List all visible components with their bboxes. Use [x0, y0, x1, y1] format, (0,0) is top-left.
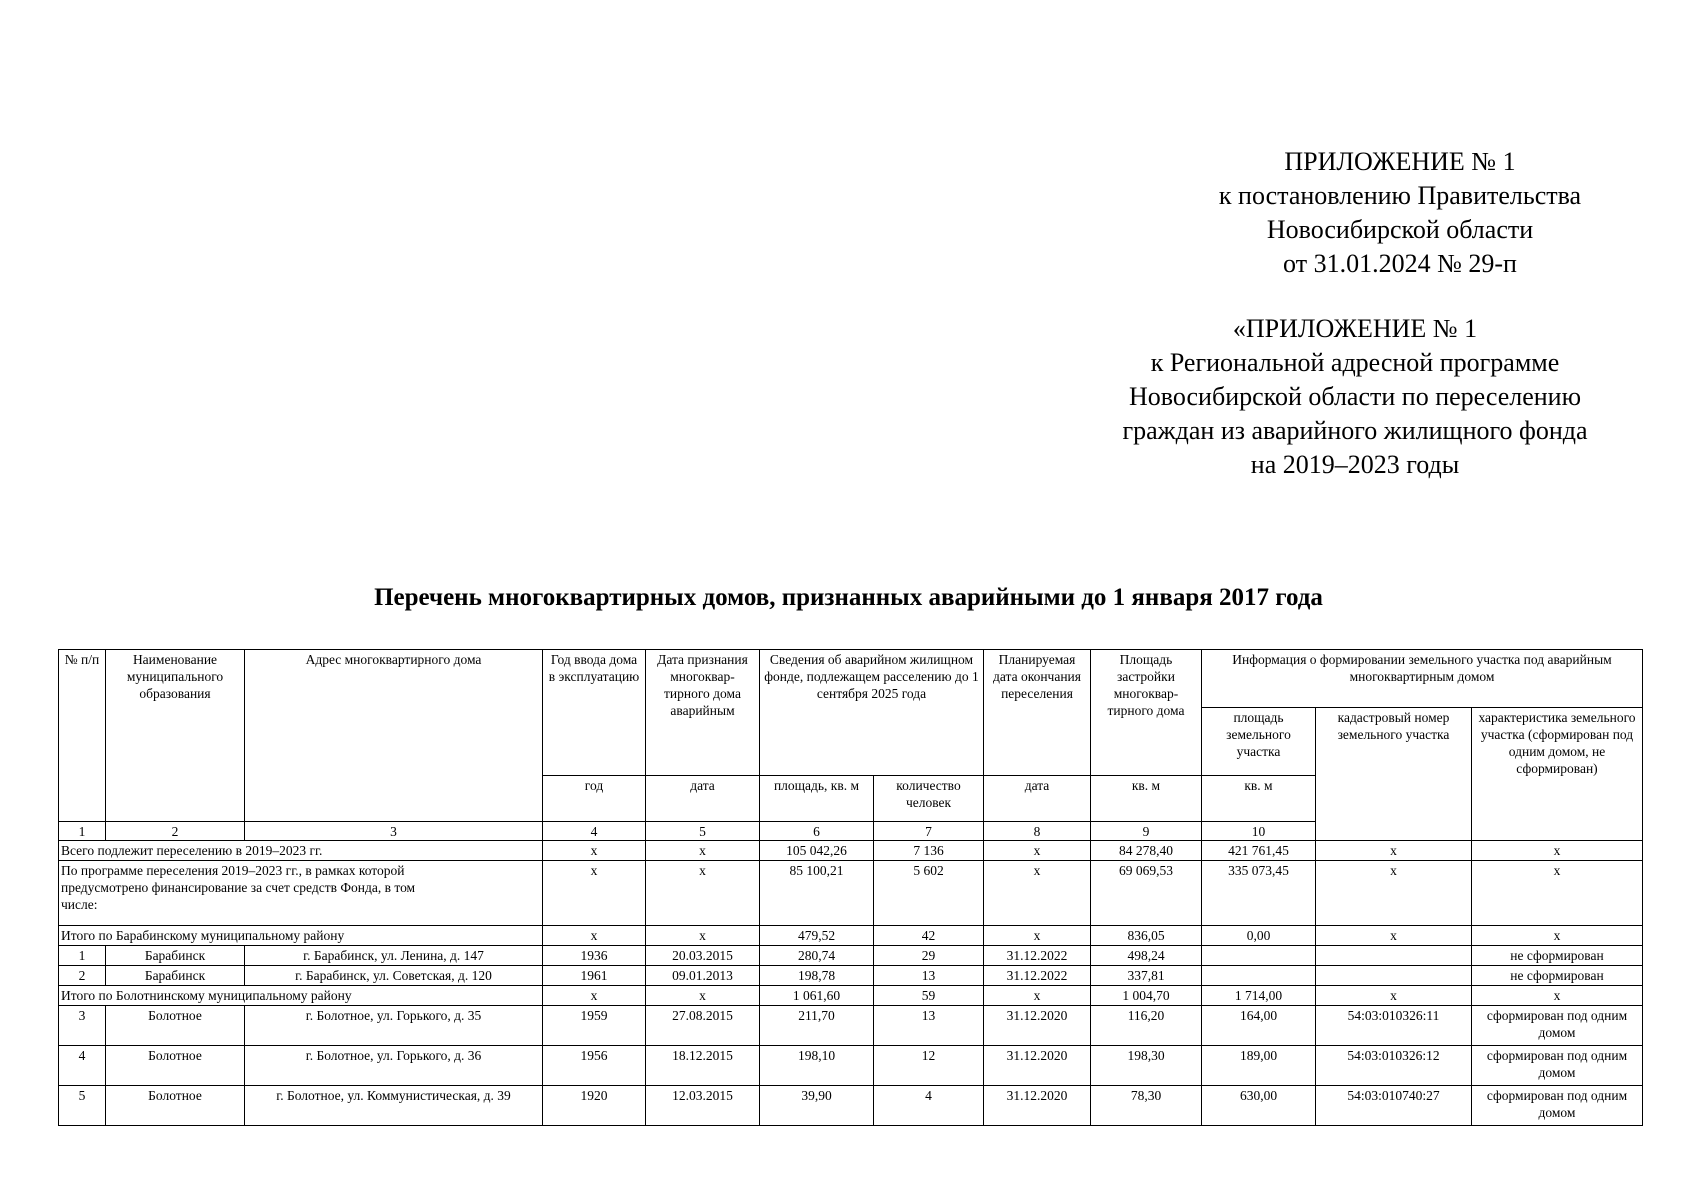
- cell: 27.08.2015: [646, 1006, 760, 1046]
- cell: сформирован под одним домом: [1472, 1046, 1643, 1086]
- cell: 13: [874, 966, 984, 986]
- total-label-text: По программе переселения 2019–2023 гг., в рамках которой предусмотрено финансирование за счет средств Фонда, в том числе:: [61, 863, 416, 912]
- cell: г. Болотное, ул. Горького, д. 35: [245, 1006, 543, 1046]
- cell: 1956: [543, 1046, 646, 1086]
- cell: 31.12.2022: [984, 966, 1091, 986]
- cell: 280,74: [760, 946, 874, 966]
- cell: 42: [874, 926, 984, 946]
- col-header-year: Год ввода дома в эксплуатацию: [543, 650, 646, 776]
- cell: 479,52: [760, 926, 874, 946]
- cell: сформирован под одним домом: [1472, 1086, 1643, 1126]
- cell: x: [1316, 861, 1472, 926]
- unit-date: дата: [646, 776, 760, 822]
- cell: x: [1472, 926, 1643, 946]
- cell: x: [646, 926, 760, 946]
- col-number: 3: [245, 822, 543, 841]
- header-line: к постановлению Правительства: [1218, 181, 1582, 210]
- cell: 69 069,53: [1091, 861, 1202, 926]
- cell: 1920: [543, 1086, 646, 1126]
- col-number: 4: [543, 822, 646, 841]
- cell: 189,00: [1202, 1046, 1316, 1086]
- col-number: 8: [984, 822, 1091, 841]
- table-row: [59, 1046, 1643, 1086]
- houses-table: [58, 649, 1643, 1126]
- total-row-all: [59, 841, 1643, 861]
- cell: 4: [59, 1046, 106, 1086]
- resolution-header: [1180, 145, 1620, 281]
- col-header-land-characteristic: характеристика земельного участка (сформирован под одним домом, не сформирован): [1472, 708, 1643, 841]
- cell: 59: [874, 986, 984, 1006]
- cell: 85 100,21: [760, 861, 874, 926]
- cell: x: [984, 861, 1091, 926]
- cell: не сформирован: [1472, 966, 1643, 986]
- cell: x: [543, 861, 646, 926]
- cell: 31.12.2020: [984, 1086, 1091, 1126]
- col-number: 1: [59, 822, 106, 841]
- cell: 2: [59, 966, 106, 986]
- col-number: 7: [874, 822, 984, 841]
- cell: 116,20: [1091, 1006, 1202, 1046]
- cell: Барабинск: [106, 966, 245, 986]
- total-row-fund: [59, 861, 1643, 926]
- header-line: Новосибирской области по переселению: [1128, 382, 1582, 411]
- col-number: 5: [646, 822, 760, 841]
- col-header-recognition-date: Дата признания многоквар-тирного дома аварийным: [646, 650, 760, 776]
- col-header-land-info: Информация о формировании земельного участка под аварийным многоквартирным домом: [1202, 650, 1643, 708]
- cell: Болотное: [106, 1086, 245, 1126]
- cell: г. Барабинск, ул. Советская, д. 120: [245, 966, 543, 986]
- cell: x: [984, 926, 1091, 946]
- cell: 5: [59, 1086, 106, 1126]
- cell: 20.03.2015: [646, 946, 760, 966]
- cell: x: [1472, 861, 1643, 926]
- table-row: [59, 946, 1643, 966]
- cell: x: [646, 986, 760, 1006]
- cell: x: [1316, 986, 1472, 1006]
- col-header-cadastral-number: кадастровый номер земельного участка: [1316, 708, 1472, 841]
- cell: x: [1316, 926, 1472, 946]
- cell: 198,10: [760, 1046, 874, 1086]
- cell: 335 073,45: [1202, 861, 1316, 926]
- total-row-barabinsk: [59, 926, 1643, 946]
- cell: 1936: [543, 946, 646, 966]
- cell: 18.12.2015: [646, 1046, 760, 1086]
- cell: г. Болотное, ул. Горького, д. 36: [245, 1046, 543, 1086]
- program-appendix-header: [1090, 312, 1620, 482]
- cell: x: [984, 841, 1091, 861]
- cell: 78,30: [1091, 1086, 1202, 1126]
- cell: 1 004,70: [1091, 986, 1202, 1006]
- col-header-num: № п/п: [59, 650, 106, 822]
- header-line: Новосибирской области: [1266, 215, 1534, 244]
- unit-sqm: кв. м: [1091, 776, 1202, 822]
- cell: [1202, 946, 1316, 966]
- table-row: [59, 1086, 1643, 1126]
- cell: x: [646, 861, 760, 926]
- cell: 164,00: [1202, 1006, 1316, 1046]
- table-row: [59, 1006, 1643, 1046]
- cell: 1961: [543, 966, 646, 986]
- col-header-housing-info: Сведения об аварийном жилищном фонде, подлежащем расселению до 1 сентября 2025 года: [760, 650, 984, 776]
- col-header-address: Адрес многоквартирного дома: [245, 650, 543, 822]
- cell: 421 761,45: [1202, 841, 1316, 861]
- cell: 31.12.2020: [984, 1006, 1091, 1046]
- cell: 1: [59, 946, 106, 966]
- cell: x: [984, 986, 1091, 1006]
- cell: 4: [874, 1086, 984, 1126]
- total-label: Итого по Болотнинскому муниципальному району: [59, 986, 543, 1006]
- total-label: Итого по Барабинскому муниципальному району: [59, 926, 543, 946]
- cell: x: [1472, 841, 1643, 861]
- cell: не сформирован: [1472, 946, 1643, 966]
- cell: 54:03:010740:27: [1316, 1086, 1472, 1126]
- cell: 84 278,40: [1091, 841, 1202, 861]
- cell: Болотное: [106, 1046, 245, 1086]
- cell: 54:03:010326:12: [1316, 1046, 1472, 1086]
- cell: x: [543, 926, 646, 946]
- cell: 1959: [543, 1006, 646, 1046]
- col-number: 2: [106, 822, 245, 841]
- cell: 1 714,00: [1202, 986, 1316, 1006]
- cell: 54:03:010326:11: [1316, 1006, 1472, 1046]
- unit-sqm: кв. м: [1202, 776, 1316, 822]
- cell: 337,81: [1091, 966, 1202, 986]
- col-header-building-area: Площадь застройки многоквар-тирного дома: [1091, 650, 1202, 776]
- cell: x: [543, 841, 646, 861]
- total-row-bolotnoe: [59, 986, 1643, 1006]
- cell: x: [646, 841, 760, 861]
- cell: 29: [874, 946, 984, 966]
- header-line: граждан из аварийного жилищного фонда: [1122, 416, 1588, 445]
- cell: 3: [59, 1006, 106, 1046]
- col-number: 9: [1091, 822, 1202, 841]
- cell: 630,00: [1202, 1086, 1316, 1126]
- cell: г. Болотное, ул. Коммунистическая, д. 39: [245, 1086, 543, 1126]
- cell: [1202, 966, 1316, 986]
- col-header-planned-date: Планируемая дата окончания переселения: [984, 650, 1091, 776]
- cell: x: [543, 986, 646, 1006]
- cell: 7 136: [874, 841, 984, 861]
- cell: 12: [874, 1046, 984, 1086]
- unit-area: площадь, кв. м: [760, 776, 874, 822]
- header-line: к Региональной адресной программе: [1150, 348, 1560, 377]
- col-header-land-area: площадь земельного участка: [1202, 708, 1316, 776]
- header-line: от 31.01.2024 № 29-п: [1283, 249, 1517, 278]
- cell: 198,78: [760, 966, 874, 986]
- cell: 0,00: [1202, 926, 1316, 946]
- cell: Барабинск: [106, 946, 245, 966]
- cell: x: [1472, 986, 1643, 1006]
- cell: 5 602: [874, 861, 984, 926]
- col-number: 10: [1202, 822, 1316, 841]
- cell: сформирован под одним домом: [1472, 1006, 1643, 1046]
- cell: 39,90: [760, 1086, 874, 1126]
- cell: 498,24: [1091, 946, 1202, 966]
- cell: г. Барабинск, ул. Ленина, д. 147: [245, 946, 543, 966]
- cell: [1316, 966, 1472, 986]
- cell: 105 042,26: [760, 841, 874, 861]
- header-line: «ПРИЛОЖЕНИЕ № 1: [1232, 314, 1478, 343]
- cell: 09.01.2013: [646, 966, 760, 986]
- cell: 12.03.2015: [646, 1086, 760, 1126]
- unit-year: год: [543, 776, 646, 822]
- cell: 211,70: [760, 1006, 874, 1046]
- cell: 836,05: [1091, 926, 1202, 946]
- unit-people: количество человек: [874, 776, 984, 822]
- cell: Болотное: [106, 1006, 245, 1046]
- unit-date: дата: [984, 776, 1091, 822]
- cell: 31.12.2022: [984, 946, 1091, 966]
- cell: [1316, 946, 1472, 966]
- header-line: на 2019–2023 годы: [1250, 450, 1460, 479]
- cell: 31.12.2020: [984, 1046, 1091, 1086]
- col-number: 6: [760, 822, 874, 841]
- cell: 13: [874, 1006, 984, 1046]
- cell: 198,30: [1091, 1046, 1202, 1086]
- header-line: ПРИЛОЖЕНИЕ № 1: [1284, 147, 1516, 176]
- cell: 1 061,60: [760, 986, 874, 1006]
- table-row: [59, 966, 1643, 986]
- total-label: Всего подлежит переселению в 2019–2023 гг.: [59, 841, 543, 861]
- document-title: Перечень многоквартирных домов, признанных аварийными до 1 января 2017 года: [374, 584, 1323, 611]
- total-label: [59, 861, 543, 926]
- cell: x: [1316, 841, 1472, 861]
- col-header-municipality: Наименование муниципального образования: [106, 650, 245, 822]
